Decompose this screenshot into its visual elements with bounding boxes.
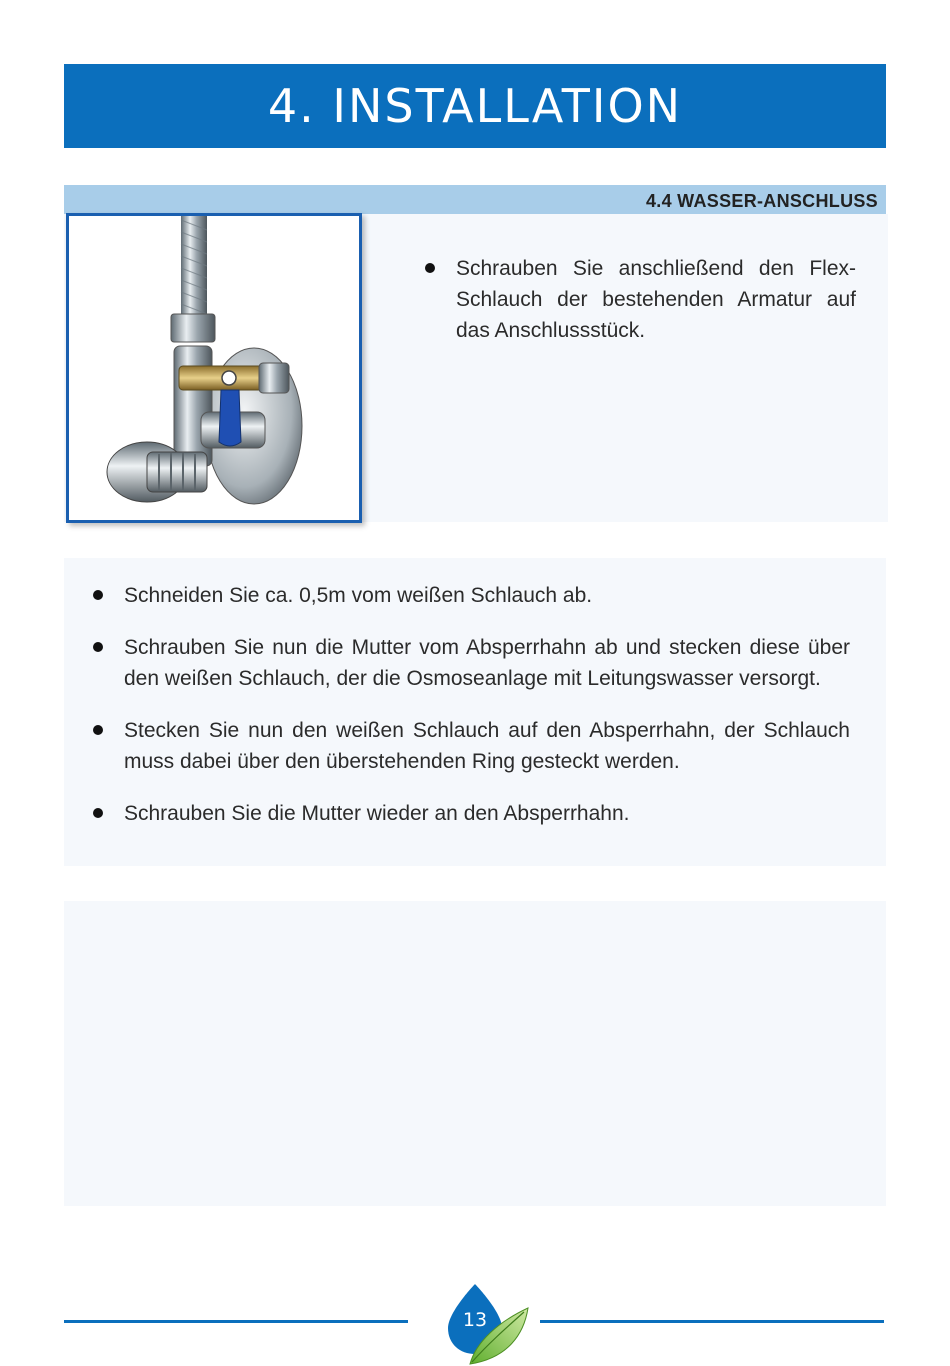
steps-bullet-list bbox=[66, 580, 850, 850]
bullet-icon bbox=[93, 725, 103, 735]
bullet-icon bbox=[93, 642, 103, 652]
bullet-icon bbox=[93, 808, 103, 818]
list-item bbox=[66, 580, 850, 611]
footer-divider-left bbox=[64, 1320, 408, 1323]
page-number: 13 bbox=[462, 1309, 488, 1331]
list-item-text: Stecken Sie nun den weißen Schlauch auf den Absperrhahn, der Schlauch muss dabei über den überstehenden Ring gesteckt werden. bbox=[124, 719, 850, 773]
list-item-text: Schrauben Sie nun die Mutter vom Absperrhahn ab und stecken diese über den weißen Schlauch, der die Osmoseanlage mit Leitungswasser versorgt. bbox=[124, 636, 850, 690]
page-title: 4. INSTALLATION bbox=[267, 79, 683, 133]
list-item bbox=[398, 253, 856, 346]
header-bar bbox=[64, 64, 886, 148]
empty-panel bbox=[64, 901, 886, 1206]
list-item-text: Schneiden Sie ca. 0,5m vom weißen Schlauch ab. bbox=[124, 584, 593, 607]
section-bar bbox=[64, 185, 886, 214]
footer-divider-right bbox=[540, 1320, 884, 1323]
intro-bullet-list bbox=[398, 253, 856, 346]
bullet-icon bbox=[93, 590, 103, 600]
section-heading: 4.4 WASSER-ANSCHLUSS bbox=[645, 191, 878, 211]
list-item-text: Schrauben Sie anschließend den Flex-Schlauch der bestehenden Armatur auf das Anschlussstück. bbox=[456, 257, 856, 342]
list-item bbox=[66, 715, 850, 777]
bullet-icon bbox=[425, 263, 435, 273]
angle-valve-illustration bbox=[69, 216, 359, 520]
list-item-text: Schrauben Sie die Mutter wieder an den Absperrhahn. bbox=[124, 802, 630, 825]
list-item bbox=[66, 798, 850, 829]
list-item bbox=[66, 632, 850, 694]
valve-photo bbox=[66, 213, 362, 523]
